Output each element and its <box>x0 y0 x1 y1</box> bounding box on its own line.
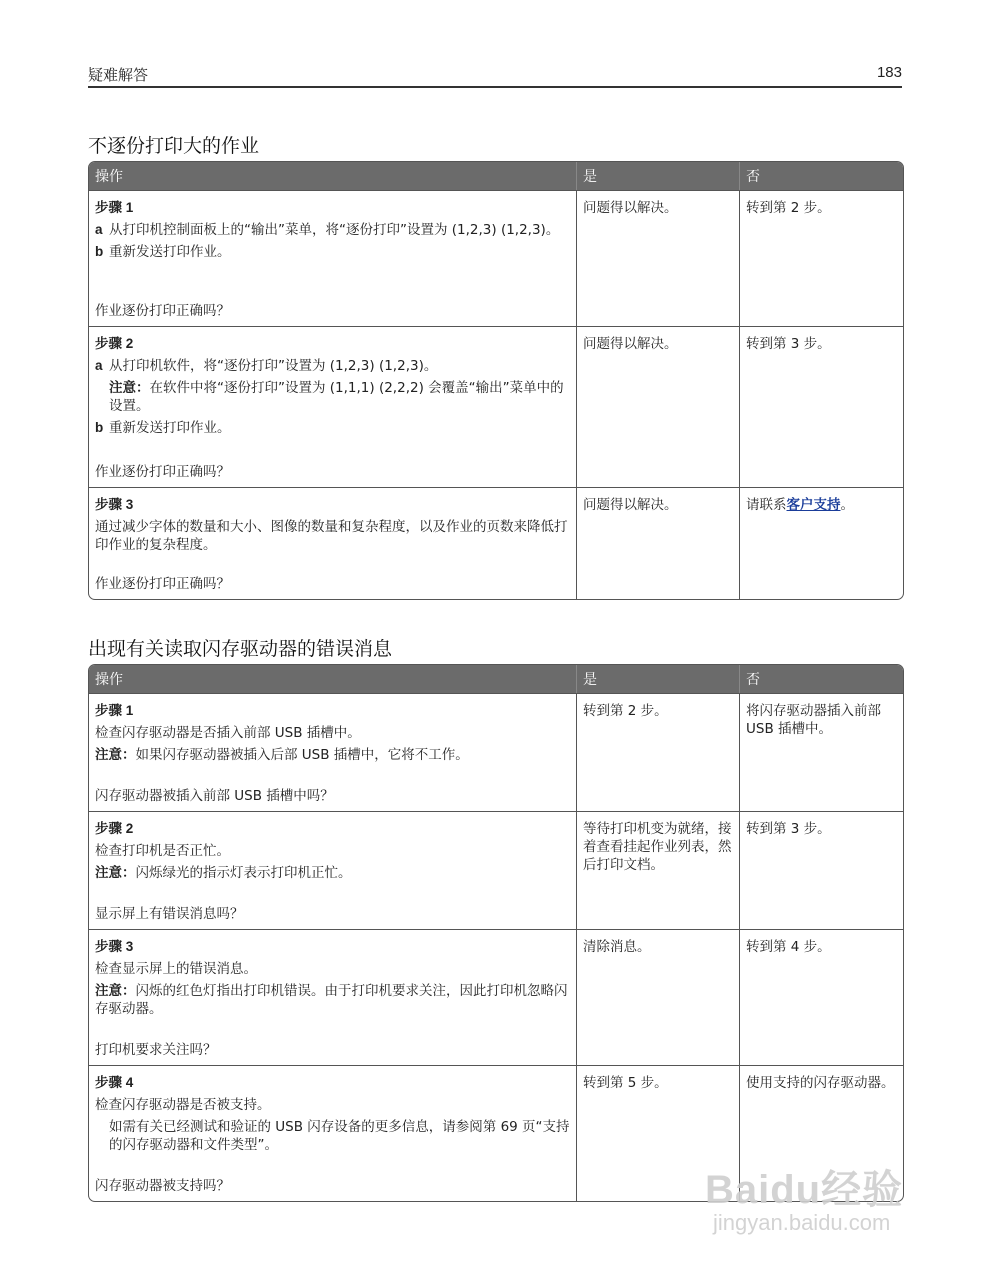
yes-cell: 问题得以解决。 <box>577 326 740 487</box>
no-cell: 转到第 4 步。 <box>740 929 903 1065</box>
table-row <box>89 190 903 326</box>
customer-support-link[interactable]: 客户支持 <box>786 497 841 513</box>
no-cell: 转到第 2 步。 <box>740 190 903 326</box>
collation-troubleshooting-table <box>88 161 904 600</box>
no-cell: 使用支持的闪存驱动器。 <box>740 1065 903 1201</box>
table-row <box>89 487 903 599</box>
no-cell: 转到第 3 步。 <box>740 811 903 929</box>
step-question: 显示屏上有错误消息吗？ <box>95 906 244 922</box>
step-text: 检查闪存驱动器是否被支持。 <box>95 1097 271 1113</box>
column-header-action: 操作 <box>89 162 577 190</box>
substep: b 重新发送打印作业。 <box>95 420 231 436</box>
substep: a 从打印机软件，将“逐份打印”设置为 (1,2,3) (1,2,3)。 <box>95 358 438 374</box>
table-row <box>89 929 903 1065</box>
table-row <box>89 693 903 811</box>
action-cell <box>89 190 577 326</box>
action-cell <box>89 326 577 487</box>
yes-cell: 等待打印机变为就绪，接着查看挂起作业列表，然后打印文档。 <box>577 811 740 929</box>
no-cell: 请联系客户支持。 <box>740 487 903 599</box>
step-question: 作业逐份打印正确吗？ <box>95 576 230 592</box>
flash-drive-troubleshooting-table <box>88 664 904 1202</box>
note: 注意：闪烁的红色灯指出打印机错误。由于打印机要求关注，因此打印机忽略闪存驱动器。 <box>95 983 568 1017</box>
step-text: 检查显示屏上的错误消息。 <box>95 961 257 977</box>
yes-cell: 问题得以解决。 <box>577 190 740 326</box>
step-text: 检查打印机是否正忙。 <box>95 843 230 859</box>
baidu-watermark <box>705 1158 935 1248</box>
step-question: 闪存驱动器被支持吗？ <box>95 1178 230 1194</box>
column-header-yes: 是 <box>577 162 740 190</box>
substep: a 从打印机控制面板上的“输出”菜单，将“逐份打印”设置为 (1,2,3) (1,2,3)。 <box>95 222 560 238</box>
column-header-no: 否 <box>740 162 903 190</box>
step-question: 闪存驱动器被插入前部 USB 插槽中吗？ <box>95 788 334 804</box>
step-detail: 如需有关已经测试和验证的 USB 闪存设备的更多信息，请参阅第 69 页“支持的闪存驱动器和文件类型”。 <box>109 1119 570 1153</box>
step-label: 步骤 2 <box>95 821 134 836</box>
action-cell <box>89 929 577 1065</box>
header-section-title: 疑难解答 <box>88 66 149 84</box>
note: 注意：在软件中将“逐份打印”设置为 (1,1,1) (2,2,2) 会覆盖“输出”菜单中的设置。 <box>109 380 564 414</box>
step-label: 步骤 2 <box>95 336 134 351</box>
action-cell <box>89 693 577 811</box>
watermark-url: jingyan.baidu.com <box>713 1210 891 1235</box>
step-label: 步骤 1 <box>95 200 134 215</box>
table-row <box>89 811 903 929</box>
column-header-action: 操作 <box>89 665 577 693</box>
action-cell <box>89 811 577 929</box>
action-cell <box>89 1065 577 1201</box>
section-title-flash-drive-error: 出现有关读取闪存驱动器的错误消息 <box>88 638 393 660</box>
substep: b 重新发送打印作业。 <box>95 244 231 260</box>
step-question: 打印机要求关注吗？ <box>95 1042 217 1058</box>
column-header-yes: 是 <box>577 665 740 693</box>
step-question: 作业逐份打印正确吗？ <box>95 464 230 480</box>
step-question: 作业逐份打印正确吗？ <box>95 303 230 319</box>
step-label: 步骤 3 <box>95 939 134 954</box>
yes-cell: 转到第 5 步。 <box>577 1065 740 1201</box>
no-cell: 转到第 3 步。 <box>740 326 903 487</box>
yes-cell: 清除消息。 <box>577 929 740 1065</box>
yes-cell: 问题得以解决。 <box>577 487 740 599</box>
step-label: 步骤 1 <box>95 703 134 718</box>
watermark-logo: Baidu经验 <box>705 1168 904 1212</box>
yes-cell: 转到第 2 步。 <box>577 693 740 811</box>
step-text: 检查闪存驱动器是否插入前部 USB 插槽中。 <box>95 725 361 741</box>
step-label: 步骤 4 <box>95 1075 134 1090</box>
column-header-no: 否 <box>740 665 903 693</box>
no-cell: 将闪存驱动器插入前部 USB 插槽中。 <box>740 693 903 811</box>
note: 注意：如果闪存驱动器被插入后部 USB 插槽中，它将不工作。 <box>95 747 469 763</box>
step-label: 步骤 3 <box>95 497 134 512</box>
action-cell <box>89 487 577 599</box>
table-row <box>89 326 903 487</box>
page-header <box>88 62 902 88</box>
page-number: 183 <box>876 64 902 81</box>
section-title-collation: 不逐份打印大的作业 <box>88 135 260 157</box>
step-text: 通过减少字体的数量和大小、图像的数量和复杂程度，以及作业的页数来降低打印作业的复杂程度。 <box>95 519 568 553</box>
note: 注意：闪烁绿光的指示灯表示打印机正忙。 <box>95 865 352 881</box>
